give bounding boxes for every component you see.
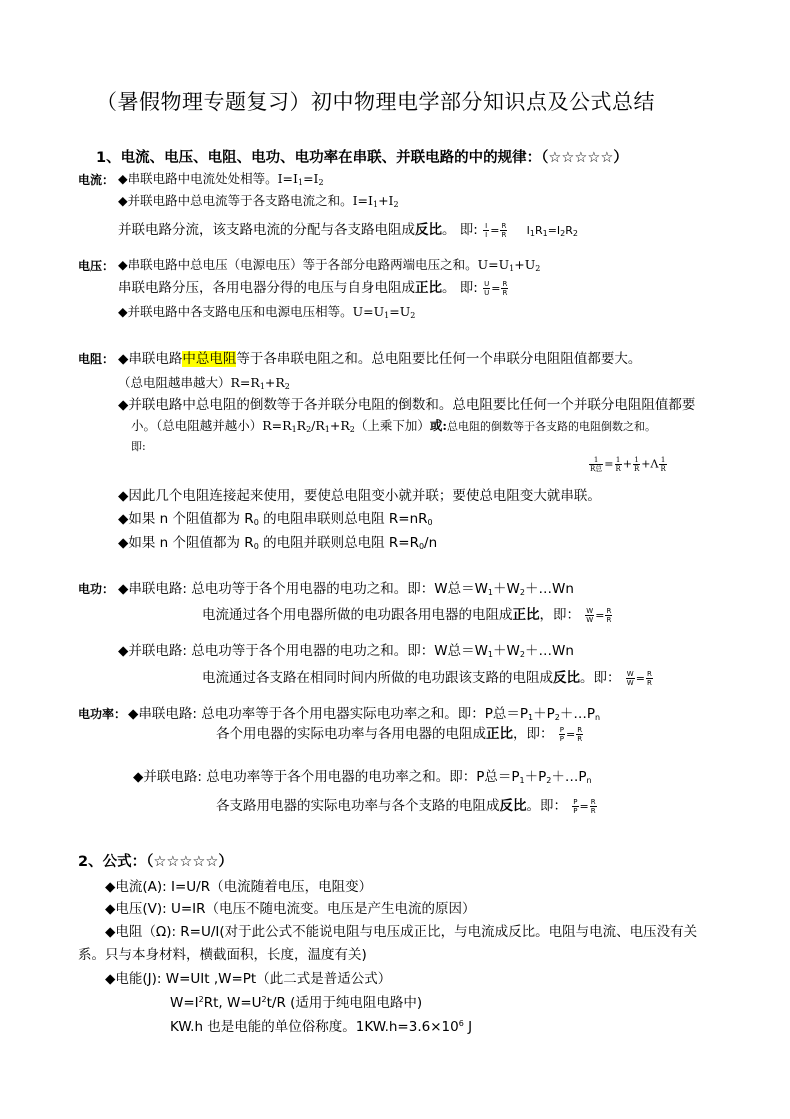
current-series-rule: ◆串联电路中电流处处相等。$I=I_1=I_2$: [118, 171, 324, 187]
current-product-formula: $I_1R_1=I_2R_2$: [526, 224, 579, 238]
power-series-rule: ◆串联电路: 总电功率等于各个用电器实际电功率之和。即：P总$=P_1+P_2+\dots P_n$: [128, 706, 601, 722]
work-series-rule: ◆串联电路: 总电功等于各个用电器的电功之和。即：W总$=W_1+W_2+\dots Wn$: [118, 581, 574, 597]
formula-resistance: ◆电阻（Ω): R=U/I(对于此公式不能说电阻与电压成正比，与电流成反比。电阻与电流、电压没有关: [105, 924, 698, 940]
resistance-series-note: （总电阻越串越大）$R=R_1+R_2$: [118, 375, 290, 391]
resistance-tip-combine: ◆因此几个电阻连接起来使用，要使总电阻变小就并联；要使总电阻变大就串联。: [118, 488, 601, 504]
page-title: （暑假物理专题复习）初中物理电学部分知识点及公式总结: [96, 90, 655, 114]
work-parallel-ratio: 电流通过各支路在相同时间内所做的电功跟该支路的电阻成反比。即： $\frac{W}{W}$ = $\frac{R}{R}$: [202, 669, 652, 687]
voltage-divider-rule: 串联电路分压，各用电器分得的电压与自身电阻成正比。 即: $\frac{U}{U}$ = $\frac{R}{R}$: [118, 279, 508, 297]
formula-voltage: ◆电压(V): U=IR（电压不随电流变。电压是产生电流的原因）: [105, 901, 476, 917]
current-ratio-fraction: $\frac{I}{I}$: [485, 221, 488, 239]
voltage-parallel-rule: ◆并联电路中各支路电压和电源电压相等。$U=U_1=U_2$: [118, 304, 416, 320]
current-parallel-rule: ◆并联电路中总电流等于各支路电流之和。$I=I_1+I_2$: [118, 193, 399, 209]
work-series-ratio: 电流通过各个用电器所做的电功跟各用电器的电阻成正比，即： $\frac{W}{W}$ = $\frac{R}{R}$: [202, 606, 612, 624]
resistance-series-rule: ◆串联电路中总电阻等于各串联电阻之和。总电阻要比任何一个串联分电阻阻值都要大。: [118, 351, 642, 367]
reciprocal-sum-formula: $\frac{1}{\text{R总}}$ = $\frac{1}{R}$ + $\frac{1}{R}$ +Λ $\frac{1}{R}$: [590, 456, 666, 473]
formula-energy: ◆电能(J): W=UIt ,W=Pt（此二式是普适公式）: [105, 971, 392, 987]
resistance-label: 电阻：: [78, 352, 115, 366]
voltage-label: 电压：: [78, 259, 115, 273]
resistance-ji-label: 即:: [131, 440, 146, 453]
formula-resistance-cont: 系。只与本身材料，横截面积，长度，温度有关): [78, 947, 367, 963]
power-parallel-rule: ◆并联电路: 总电功率等于各个用电器的电功率之和。即：P总$=P_1+P_2+\dots P_n$: [133, 769, 592, 785]
current-label: 电流：: [78, 173, 115, 187]
resistance-tip-series-n: ◆如果 n 个阻值都为 $R_0$ 的电阻串联则总电阻 $R=nR_0$: [118, 511, 433, 527]
voltage-series-rule: ◆串联电路中总电压（电源电压）等于各部分电路两端电压之和。$U=U_1+U_2$: [118, 257, 541, 273]
work-label: 电功：: [78, 582, 115, 596]
resistance-parallel-formula: 小。（总电阻越并越小）$R=R_1R_2/R_1+R_2$（上乘下加）或:总电阻的倒数等于各支路的电阻倒数之和。: [131, 418, 657, 434]
resistance-parallel-rule: ◆并联电路中总电阻的倒数等于各并联分电阻的倒数和。总电阻要比任何一个并联分电阻阻值都要: [118, 397, 696, 413]
resistance-tip-parallel-n: ◆如果 n 个阻值都为 $R_0$ 的电阻并联则总电阻 $R=R_0/n$: [118, 535, 438, 551]
section1-heading: 1、电流、电压、电阻、电功、电功率在串联、并联电路的中的规律：（☆☆☆☆☆）: [96, 150, 628, 166]
formula-energy-kwh: KW.h 也是电能的单位俗称度。$1KW.h=3.6\times 10^6$ J: [170, 1019, 473, 1035]
section2-heading: 2、公式：（☆☆☆☆☆）: [78, 854, 233, 870]
highlighted-text: 中总电阻: [182, 351, 237, 367]
power-label: 电功率：: [78, 707, 127, 721]
formula-energy-resistive: $W=I^2Rt$, $W=U^2t/R$ (适用于纯电阻电路中): [170, 995, 423, 1011]
formula-current: ◆电流(A): I=U/R（电流随着电压，电阻变）: [105, 879, 373, 895]
current-divider-rule: 并联电路分流，该支路电流的分配与各支路电阻成反比。 即: $\frac{I}{I}$ = $\frac{R}{R}$ $I_1R_1=I_2R_2$: [118, 221, 579, 239]
work-parallel-rule: ◆并联电路: 总电功等于各个用电器的电功之和。即：W总$=W_1+W_2+\dots Wn$: [118, 643, 574, 659]
power-parallel-ratio: 各支路用电器的实际电功率与各个支路的电阻成反比。即： $\frac{P}{P}$ = $\frac{R}{R}$: [216, 797, 596, 815]
power-series-ratio: 各个用电器的实际电功率与各用电器的电阻成正比，即： $\frac{P}{P}$ = $\frac{R}{R}$: [216, 725, 583, 743]
